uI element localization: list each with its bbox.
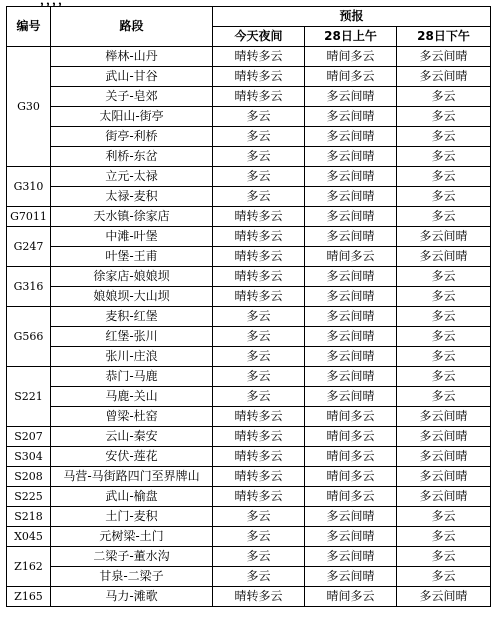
afternoon-forecast: 多云 (397, 367, 491, 387)
tonight-forecast: 晴转多云 (213, 207, 305, 227)
afternoon-forecast: 多云间晴 (397, 467, 491, 487)
road-segment: 榉林-山丹 (51, 47, 213, 67)
morning-forecast: 晴间多云 (305, 247, 397, 267)
tonight-forecast: 晴转多云 (213, 267, 305, 287)
table-row (7, 587, 491, 607)
table-row (7, 507, 491, 527)
route-code: G310 (7, 167, 51, 207)
afternoon-forecast: 多云间晴 (397, 427, 491, 447)
afternoon-forecast: 多云间晴 (397, 447, 491, 467)
forecast-table (6, 6, 491, 607)
afternoon-forecast: 多云间晴 (397, 227, 491, 247)
table-row (7, 487, 491, 507)
morning-forecast: 多云间晴 (305, 567, 397, 587)
table-row (7, 227, 491, 247)
road-segment: 元树梁-土门 (51, 527, 213, 547)
tonight-forecast: 晴转多云 (213, 247, 305, 267)
route-code: S304 (7, 447, 51, 467)
road-segment: 马力-滩歌 (51, 587, 213, 607)
route-code: S218 (7, 507, 51, 527)
header-code: 编号 (7, 7, 51, 47)
afternoon-forecast: 多云 (397, 327, 491, 347)
afternoon-forecast: 多云 (397, 307, 491, 327)
tonight-forecast: 多云 (213, 507, 305, 527)
morning-forecast: 多云间晴 (305, 387, 397, 407)
morning-forecast: 多云间晴 (305, 367, 397, 387)
morning-forecast: 多云间晴 (305, 227, 397, 247)
morning-forecast: 晴间多云 (305, 407, 397, 427)
tonight-forecast: 晴转多云 (213, 87, 305, 107)
afternoon-forecast: 多云间晴 (397, 67, 491, 87)
route-code: G7011 (7, 207, 51, 227)
tonight-forecast: 多云 (213, 527, 305, 547)
tonight-forecast: 多云 (213, 327, 305, 347)
table-row (7, 67, 491, 87)
road-segment: 二梁子-董水沟 (51, 547, 213, 567)
route-code: G247 (7, 227, 51, 267)
tonight-forecast: 晴转多云 (213, 287, 305, 307)
road-segment: 马营-马街路四门至界牌山 (51, 467, 213, 487)
tonight-forecast: 晴转多云 (213, 467, 305, 487)
tonight-forecast: 多云 (213, 567, 305, 587)
table-row (7, 87, 491, 107)
morning-forecast: 多云间晴 (305, 87, 397, 107)
morning-forecast: 多云间晴 (305, 187, 397, 207)
afternoon-forecast: 多云 (397, 347, 491, 367)
afternoon-forecast: 多云 (397, 567, 491, 587)
table-row (7, 247, 491, 267)
road-segment: 立元-太禄 (51, 167, 213, 187)
tonight-forecast: 多云 (213, 307, 305, 327)
table-row (7, 187, 491, 207)
header-morning: 28日上午 (305, 27, 397, 47)
table-row (7, 387, 491, 407)
morning-forecast: 多云间晴 (305, 207, 397, 227)
table-header (7, 7, 491, 47)
table-row (7, 567, 491, 587)
table-row (7, 407, 491, 427)
tonight-forecast: 多云 (213, 147, 305, 167)
tonight-forecast: 晴转多云 (213, 487, 305, 507)
table-row (7, 327, 491, 347)
route-code: Z162 (7, 547, 51, 587)
afternoon-forecast: 多云 (397, 107, 491, 127)
afternoon-forecast: 多云 (397, 207, 491, 227)
morning-forecast: 晴间多云 (305, 67, 397, 87)
morning-forecast: 多云间晴 (305, 147, 397, 167)
route-code: Z165 (7, 587, 51, 607)
road-segment: 曾梁-杜窑 (51, 407, 213, 427)
afternoon-forecast: 多云 (397, 547, 491, 567)
morning-forecast: 多云间晴 (305, 127, 397, 147)
afternoon-forecast: 多云间晴 (397, 407, 491, 427)
tonight-forecast: 晴转多云 (213, 407, 305, 427)
table-row (7, 347, 491, 367)
route-code: S208 (7, 467, 51, 487)
table-row (7, 107, 491, 127)
tonight-forecast: 晴转多云 (213, 427, 305, 447)
road-segment: 武山-甘谷 (51, 67, 213, 87)
afternoon-forecast: 多云间晴 (397, 587, 491, 607)
afternoon-forecast: 多云 (397, 87, 491, 107)
table-row (7, 367, 491, 387)
morning-forecast: 多云间晴 (305, 547, 397, 567)
header-road: 路段 (51, 7, 213, 47)
tonight-forecast: 多云 (213, 167, 305, 187)
tonight-forecast: 多云 (213, 127, 305, 147)
tonight-forecast: 多云 (213, 387, 305, 407)
route-code: S225 (7, 487, 51, 507)
morning-forecast: 晴间多云 (305, 47, 397, 67)
table-row (7, 447, 491, 467)
road-segment: 红堡-张川 (51, 327, 213, 347)
morning-forecast: 晴间多云 (305, 427, 397, 447)
route-code: G316 (7, 267, 51, 307)
afternoon-forecast: 多云 (397, 287, 491, 307)
road-segment: 土门-麦积 (51, 507, 213, 527)
afternoon-forecast: 多云 (397, 147, 491, 167)
morning-forecast: 多云间晴 (305, 107, 397, 127)
afternoon-forecast: 多云 (397, 267, 491, 287)
table-row (7, 287, 491, 307)
tonight-forecast: 晴转多云 (213, 587, 305, 607)
road-segment: 关子-皂郊 (51, 87, 213, 107)
table-row (7, 147, 491, 167)
morning-forecast: 多云间晴 (305, 527, 397, 547)
table-row (7, 467, 491, 487)
table-row (7, 167, 491, 187)
road-segment: 利桥-东岔 (51, 147, 213, 167)
table-row (7, 547, 491, 567)
tonight-forecast: 多云 (213, 547, 305, 567)
morning-forecast: 多云间晴 (305, 347, 397, 367)
route-code: S221 (7, 367, 51, 427)
afternoon-forecast: 多云间晴 (397, 47, 491, 67)
header-forecast: 预报 (213, 7, 491, 27)
header-tonight: 今天夜间 (213, 27, 305, 47)
morning-forecast: 晴间多云 (305, 487, 397, 507)
afternoon-forecast: 多云 (397, 187, 491, 207)
morning-forecast: 多云间晴 (305, 267, 397, 287)
tonight-forecast: 多云 (213, 347, 305, 367)
morning-forecast: 多云间晴 (305, 327, 397, 347)
road-segment: 云山-秦安 (51, 427, 213, 447)
afternoon-forecast: 多云 (397, 167, 491, 187)
road-segment: 恭门-马鹿 (51, 367, 213, 387)
table-row (7, 307, 491, 327)
road-segment: 徐家店-娘娘坝 (51, 267, 213, 287)
table-row (7, 427, 491, 447)
route-code: X045 (7, 527, 51, 547)
afternoon-forecast: 多云 (397, 507, 491, 527)
table-row (7, 267, 491, 287)
morning-forecast: 晴间多云 (305, 467, 397, 487)
morning-forecast: 多云间晴 (305, 287, 397, 307)
afternoon-forecast: 多云 (397, 527, 491, 547)
tonight-forecast: 晴转多云 (213, 227, 305, 247)
road-segment: 太阳山-街亭 (51, 107, 213, 127)
morning-forecast: 多云间晴 (305, 167, 397, 187)
afternoon-forecast: 多云间晴 (397, 247, 491, 267)
road-segment: 甘泉-二梁子 (51, 567, 213, 587)
road-segment: 中滩-叶堡 (51, 227, 213, 247)
table-row (7, 127, 491, 147)
road-segment: 马鹿-关山 (51, 387, 213, 407)
morning-forecast: 多云间晴 (305, 507, 397, 527)
route-code: G566 (7, 307, 51, 367)
road-segment: 武山-榆盘 (51, 487, 213, 507)
tonight-forecast: 晴转多云 (213, 47, 305, 67)
road-segment: 街亭-利桥 (51, 127, 213, 147)
table-row (7, 207, 491, 227)
tonight-forecast: 多云 (213, 187, 305, 207)
route-code: G30 (7, 47, 51, 167)
road-segment: 安伏-莲花 (51, 447, 213, 467)
tonight-forecast: 晴转多云 (213, 67, 305, 87)
table-row (7, 527, 491, 547)
tonight-forecast: 多云 (213, 107, 305, 127)
afternoon-forecast: 多云间晴 (397, 487, 491, 507)
table-row (7, 47, 491, 67)
road-segment: 天水镇-徐家店 (51, 207, 213, 227)
header-afternoon: 28日下午 (397, 27, 491, 47)
morning-forecast: 多云间晴 (305, 307, 397, 327)
tonight-forecast: 晴转多云 (213, 447, 305, 467)
tonight-forecast: 多云 (213, 367, 305, 387)
road-segment: 叶堡-王甫 (51, 247, 213, 267)
road-segment: 太禄-麦积 (51, 187, 213, 207)
afternoon-forecast: 多云 (397, 127, 491, 147)
top-text: ，，，， (40, 0, 71, 7)
route-code: S207 (7, 427, 51, 447)
morning-forecast: 晴间多云 (305, 587, 397, 607)
road-segment: 娘娘坝-大山坝 (51, 287, 213, 307)
road-segment: 张川-庄浪 (51, 347, 213, 367)
road-segment: 麦积-红堡 (51, 307, 213, 327)
table-body (7, 47, 491, 607)
afternoon-forecast: 多云 (397, 387, 491, 407)
morning-forecast: 晴间多云 (305, 447, 397, 467)
